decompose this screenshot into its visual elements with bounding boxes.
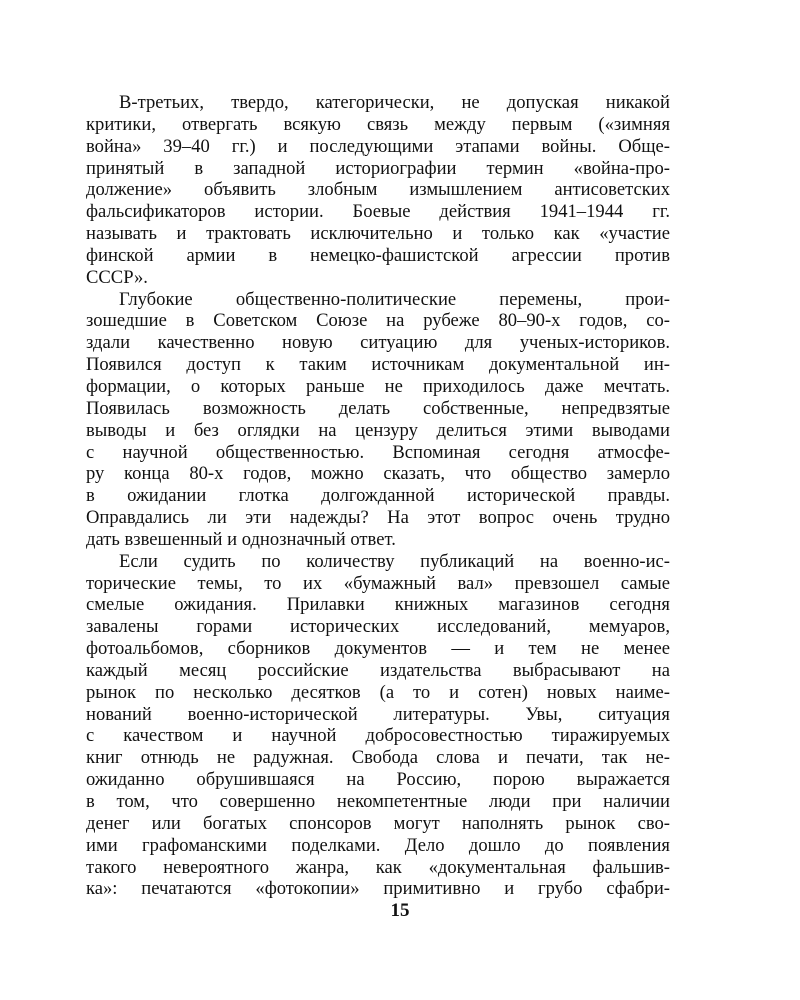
text-line: Появился доступ к таким источникам документальной ин-: [86, 354, 670, 376]
page-number: 15: [390, 900, 410, 921]
text-line: война» 39–40 гг.) и последующими этапами войны. Обще-: [86, 135, 670, 157]
text-line: ру конца 80-х годов, можно сказать, что общество замерло: [86, 463, 670, 485]
text-line: должение» объявить злобным измышлением антисоветских: [86, 179, 670, 201]
text-line: фотоальбомов, сборников документов — и тем не менее: [86, 638, 670, 660]
paragraph-3: [86, 551, 670, 901]
paragraph-1: [86, 92, 670, 289]
paragraph-2: [86, 289, 670, 551]
text-line: фальсификаторов истории. Боевые действия 1941–1944 гг.: [86, 201, 670, 223]
text-line: каждый месяц российские издательства выбрасывают на: [86, 659, 670, 681]
text-line: с научной общественностью. Вспоминая сегодня атмосфе-: [86, 441, 670, 463]
text-line: рынок по несколько десятков (а то и сотен) новых наиме-: [86, 681, 670, 703]
page-body: [86, 92, 670, 900]
text-line: завалены горами исторических исследований, мемуаров,: [86, 616, 670, 638]
text-line: книг отнюдь не радужная. Свобода слова и печати, так не-: [86, 747, 670, 769]
text-line: торические темы, то их «бумажный вал» превзошел самые: [86, 572, 670, 594]
text-line: ожиданно обрушившаяся на Россию, порою выражается: [86, 769, 670, 791]
text-line: в ожидании глотка долгожданной исторической правды.: [86, 485, 670, 507]
text-line: Глубокие общественно-политические перемены, прои-: [119, 288, 670, 310]
text-line: ими графоманскими поделками. Дело дошло до появления: [86, 834, 670, 856]
text-line: критики, отвергать всякую связь между первым («зимняя: [86, 113, 670, 135]
text-line: такого невероятного жанра, как «документальная фальшив-: [86, 856, 670, 878]
text-line: принятый в западной историографии термин «война-про-: [86, 157, 670, 179]
text-line: нований военно-исторической литературы. Увы, ситуация: [86, 703, 670, 725]
text-line: Появилась возможность делать собственные, непредвзятые: [86, 397, 670, 419]
text-line: денег или богатых спонсоров могут наполнять рынок сво-: [86, 812, 670, 834]
text-line: называть и трактовать исключительно и только как «участие: [86, 223, 670, 245]
text-line: В-третьих, твердо, категорически, не допуская никакой: [119, 92, 670, 113]
text-line: финской армии в немецко-фашистской агрессии против: [86, 244, 670, 266]
text-line: с качеством и научной добросовестностью тиражируемых: [86, 725, 670, 747]
text-line: Если судить по количеству публикаций на военно-ис-: [119, 550, 670, 572]
text-line: дать взвешенный и однозначный ответ.: [86, 528, 396, 550]
text-line: СССР».: [86, 266, 148, 288]
text-line: в том, что совершенно некомпетентные люди при наличии: [86, 791, 670, 812]
text-line: формации, о которых раньше не приходилось даже мечтать.: [86, 375, 670, 397]
text-line: Оправдались ли эти надежды? На этот вопрос очень трудно: [86, 507, 670, 529]
text-line: выводы и без оглядки на цензуру делиться этими выводами: [86, 419, 670, 441]
text-line: зошедшие в Советском Союзе на рубеже 80–90-х годов, со-: [86, 310, 670, 332]
text-line: ка»: печатаются «фотокопии» примитивно и грубо сфабри-: [86, 878, 670, 900]
text-line: здали качественно новую ситуацию для ученых-историков.: [86, 332, 670, 354]
text-line: смелые ожидания. Прилавки книжных магазинов сегодня: [86, 594, 670, 616]
